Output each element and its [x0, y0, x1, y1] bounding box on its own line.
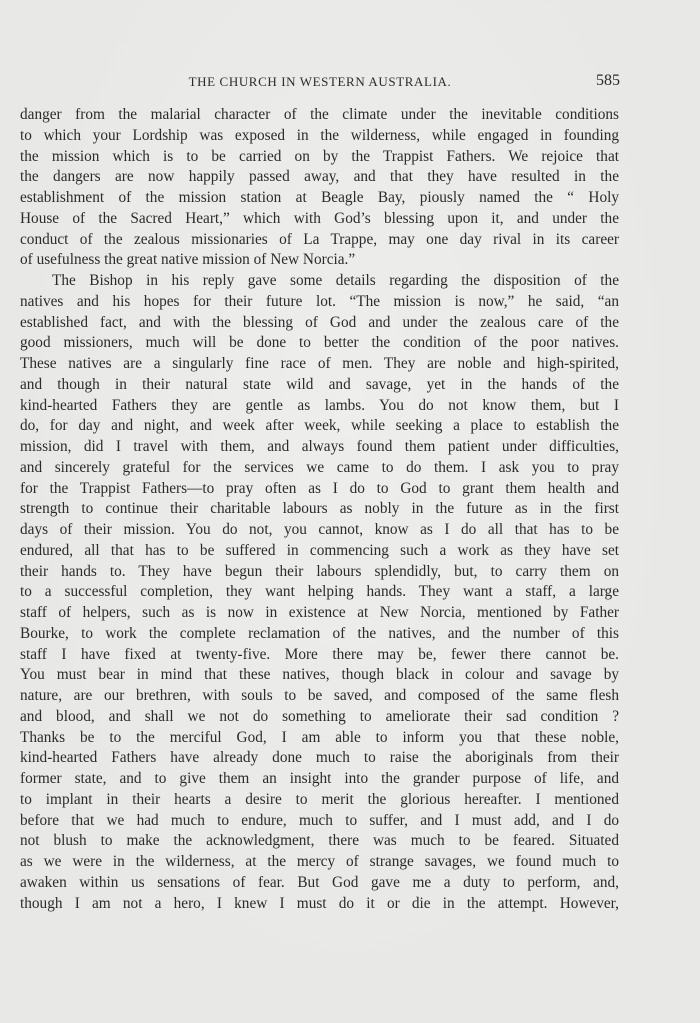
text-line: to which your Lordship was exposed in the wilderness, while engaged in founding [20, 126, 619, 144]
text-line: Thanks be to the merciful God, I am able to inform you that these noble, [20, 728, 619, 746]
text-line: endured, all that has to be suffered in commencing such a work as they have set [20, 541, 619, 559]
text-line: House of the Sacred Heart,” which with God’s blessing upon it, and under the [20, 209, 619, 227]
text-line: former state, and to give them an insight into the grander purpose of life, and [20, 770, 619, 787]
body-text [20, 105, 619, 914]
text-line: for the Trappist Fathers—to pray often as I do to God to grant them health and [20, 479, 619, 497]
text-line: mission, did I travel with them, and always found them patient under difficulties, [20, 438, 619, 455]
text-line: to implant in their hearts a desire to merit the glorious hereafter. I mentioned [20, 790, 619, 808]
text-line: strength to continue their charitable labours as nobly in the future as in the first [20, 500, 619, 518]
text-line: kind-hearted Fathers they are gentle as lambs. You do not know them, but I [20, 396, 619, 414]
page-number: 585 [596, 72, 620, 89]
text-line: days of their mission. You do not, you cannot, know as I do all that has to be [20, 521, 619, 538]
text-line: and sincerely grateful for the services we came to do them. I ask you to pray [20, 458, 619, 476]
text-line: conduct of the zealous missionaries of La Trappe, may one day rival in its career [20, 230, 619, 248]
text-line: not blush to make the acknowledgment, there was much to be feared. Situated [20, 832, 619, 850]
text-line: good missioners, much will be done to better the condition of the poor natives. [20, 334, 619, 352]
text-line: their hands to. They have begun their labours splendidly, but, to carry them on [20, 562, 619, 580]
text-line: the dangers are now happily passed away, and that they have resulted in the [20, 168, 619, 186]
text-line: Bourke, to work the complete reclamation of the natives, and the number of this [20, 624, 619, 642]
text-line: the mission which is to be carried on by the Trappist Fathers. We rejoice that [20, 147, 619, 165]
text-line: and blood, and shall we not do something to ameliorate their sad condition ? [20, 707, 619, 725]
running-title: THE CHURCH IN WESTERN AUSTRALIA. [188, 74, 452, 89]
page-header [20, 72, 620, 92]
text-line: danger from the malarial character of the climate under the inevitable conditions [20, 106, 619, 123]
text-line: nature, are our brethren, with souls to be saved, and composed of the same flesh [20, 687, 619, 704]
text-line: do, for day and night, and week after week, while seeking a place to establish the [20, 417, 619, 435]
text-line: You must bear in mind that these natives, though black in colour and savage by [20, 666, 619, 684]
text-line: kind-hearted Fathers have already done much to raise the aboriginals from their [20, 749, 619, 767]
text-line: awaken within us sensations of fear. But God gave me a duty to perform, and, [20, 873, 619, 891]
text-line: established fact, and with the blessing of God and under the zealous care of the [20, 313, 619, 331]
text-line: to a successful completion, they want helping hands. They want a staff, a large [20, 583, 619, 601]
text-line: before that we had much to endure, much to suffer, and I must add, and I do [20, 811, 619, 829]
text-line: and though in their natural state wild and savage, yet in the hands of the [20, 375, 619, 393]
text-line: though I am not a hero, I knew I must do it or die in the attempt. However, [20, 894, 619, 912]
text-line: staff of helpers, such as is now in existence at New Norcia, mentioned by Father [20, 604, 619, 621]
text-line: These natives are a singularly fine race of men. They are noble and high-spirited, [20, 355, 619, 372]
text-line: establishment of the mission station at Beagle Bay, piously named the “ Holy [20, 189, 619, 206]
paragraph-start-line: The Bishop in his reply gave some details regarding the disposition of the [52, 272, 619, 289]
text-line: staff I have fixed at twenty-five. More there may be, fewer there cannot be. [20, 645, 619, 663]
text-line: as we were in the wilderness, at the mercy of strange savages, we found much to [20, 853, 619, 870]
text-line: of usefulness the great native mission of New Norcia.” [20, 251, 356, 269]
text-line: natives and his hopes for their future lot. “The mission is now,” he said, “an [20, 292, 619, 310]
